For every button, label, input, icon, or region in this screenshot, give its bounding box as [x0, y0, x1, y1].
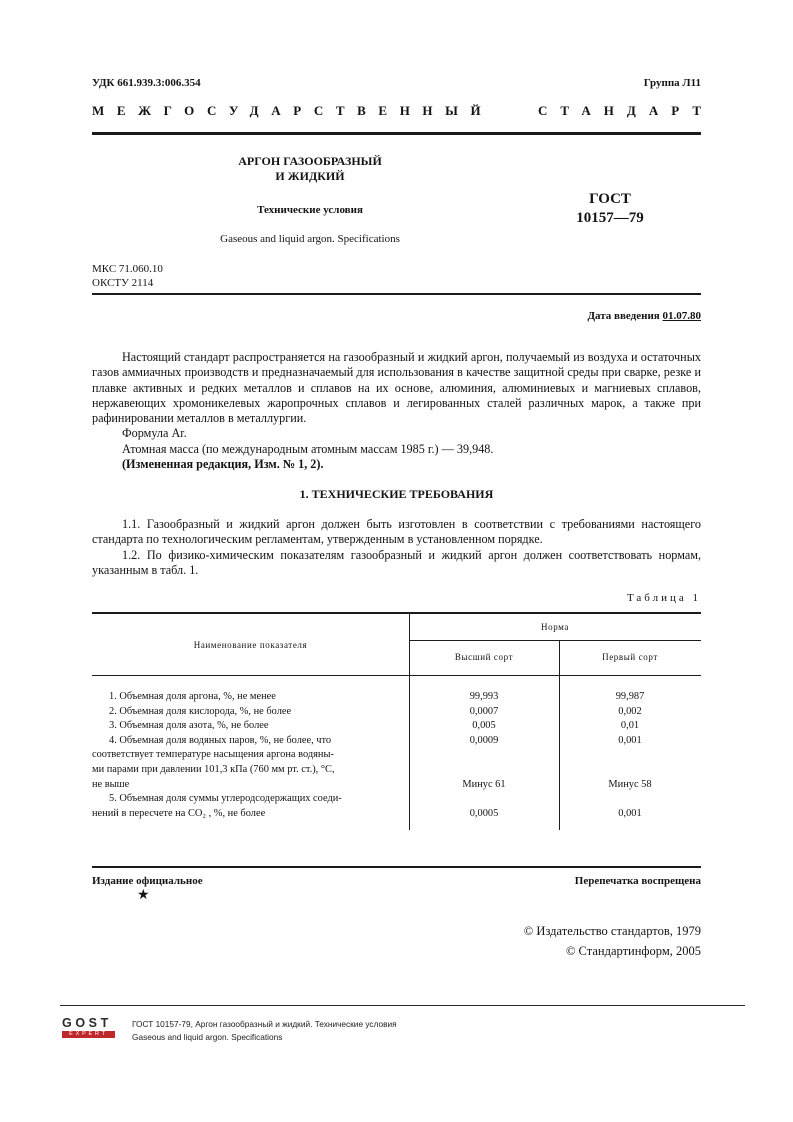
- copyright-line-2: © Стандартинформ, 2005: [565, 944, 701, 958]
- table-row: [92, 719, 701, 734]
- row-first-grade-value: 0,01: [620, 720, 640, 732]
- document-subtitle: Технические условия: [257, 204, 363, 216]
- copyright-line-1: © Издательство стандартов, 1979: [523, 924, 701, 938]
- mks-code: МКС 71.060.10: [92, 263, 163, 275]
- clause-1-2: 1.2. По физико-химическим показателям газообразный и жидкий аргон должен соответствовать нормам, указанным в табл. 1.: [92, 547, 701, 577]
- logo-gost-text: GOST: [62, 1016, 112, 1030]
- formula-line: Формула Ar.: [122, 426, 187, 441]
- table-row: [92, 690, 701, 705]
- atomic-mass-line: Атомная масса (по международным атомным массам 1985 г.) — 39,948.: [122, 441, 494, 456]
- header-divider: [92, 132, 701, 135]
- logo-expert-text: EXPERT: [62, 1031, 115, 1038]
- star-icon: ★: [137, 888, 150, 903]
- table-row: [92, 705, 701, 720]
- row-indicator-name: 1. Объемная доля аргона, %, не менее: [109, 691, 276, 702]
- classification-codes: [92, 262, 163, 290]
- row-top-grade-value: [409, 763, 559, 778]
- document-title: [200, 154, 420, 184]
- reprint-notice: Перепечатка воспрещена: [574, 875, 701, 887]
- gost-number: 10157—79: [576, 210, 644, 226]
- row-top-grade-value: [409, 748, 559, 763]
- table-header-bottom: [92, 675, 701, 676]
- header-first-grade: Первый сорт: [602, 652, 658, 662]
- udk-code: УДК 661.939.3:006.354: [92, 77, 201, 89]
- row-top-grade-value: [409, 792, 559, 807]
- row-indicator-name: 2. Объемная доля кислорода, %, не более: [109, 705, 292, 717]
- section-heading: 1. ТЕХНИЧЕСКИЕ ТРЕБОВАНИЯ: [299, 487, 494, 501]
- table-row: [92, 807, 701, 822]
- row-top-grade-value: 0,0009: [469, 734, 499, 746]
- footer-divider: [92, 866, 701, 868]
- header-indicator: Наименование показателя: [193, 640, 308, 650]
- title-line-1: АРГОН ГАЗООБРАЗНЫЙ: [238, 154, 382, 168]
- title-divider: [92, 293, 701, 295]
- row-indicator-name: нений в пересчете на CO₂ , %, не более: [92, 807, 266, 819]
- table-row: [92, 763, 701, 778]
- row-top-grade-value: 99,993: [469, 691, 499, 702]
- row-top-grade-value: Минус 61: [462, 778, 506, 790]
- intro-paragraph: Настоящий стандарт распространяется на газообразный и жидкий аргон, получаемый из воздуха и остаточных газов аммиачных производств и предназначаемый для использования в качестве защитной среды при сварке, резке и плавке активных и редких металлов и сплавов на их основе, алюминия, алюминиевых и магниевых сплавов, нержавеющих хромоникелевых жаропрочных сплавов и легированных сталей различных марок, а также при рафинировании металлов в металлургии.: [92, 350, 701, 426]
- table-row: [92, 778, 701, 793]
- row-top-grade-value: 0,0007: [469, 705, 499, 717]
- document-footer-text: [132, 1018, 397, 1044]
- row-first-grade-value: [559, 748, 701, 763]
- table-row: [92, 734, 701, 749]
- row-first-grade-value: 0,002: [618, 705, 642, 717]
- intro-text: [92, 350, 701, 472]
- date-label: Дата введения: [587, 310, 660, 322]
- row-first-grade-value: 0,001: [618, 734, 642, 746]
- gost-designation: [570, 190, 650, 228]
- row-top-grade-value: 0,0005: [469, 807, 499, 819]
- row-indicator-name: 3. Объемная доля азота, %, не более: [109, 720, 269, 732]
- edition-note: (Измененная редакция, Изм. № 1, 2).: [122, 457, 324, 472]
- official-edition: Издание официальное: [92, 875, 203, 887]
- group-code: Группа Л11: [643, 77, 701, 89]
- copyright-block: [524, 921, 701, 961]
- english-title: Gaseous and liquid argon. Specifications: [220, 233, 400, 245]
- row-indicator-name: 4. Объемная доля водяных паров, %, не более, что: [109, 734, 332, 746]
- page-bottom-rule: [60, 1005, 745, 1006]
- table-header-split: [409, 640, 701, 641]
- row-first-grade-value: 99,987: [615, 691, 645, 702]
- row-first-grade-value: [559, 763, 701, 778]
- table-row: [92, 792, 701, 807]
- header-norm: Норма: [541, 622, 569, 632]
- table-body: [92, 690, 701, 821]
- footer-doc-line-2: Gaseous and liquid argon. Specifications: [132, 1032, 283, 1042]
- gost-label: ГОСТ: [589, 191, 631, 207]
- table-label: Таблица 1: [626, 592, 701, 604]
- gost-expert-logo: [62, 1017, 115, 1039]
- row-indicator-name: соответствует температуре насыщения аргона водяны-: [92, 749, 334, 761]
- standard-banner: [92, 103, 714, 119]
- row-first-grade-value: Минус 58: [608, 778, 652, 790]
- table-row: [92, 748, 701, 763]
- row-top-grade-value: 0,005: [472, 720, 496, 732]
- footer-doc-line-1: ГОСТ 10157-79, Аргон газообразный и жидкий. Технические условия: [132, 1019, 397, 1029]
- section-text: [92, 517, 701, 578]
- row-indicator-name: ми парами при давлении 101,3 кПа (760 мм рт. ст.), °С,: [92, 763, 335, 775]
- clause-1-1: 1.1. Газообразный и жидкий аргон должен быть изготовлен в соответствии с требованиями настоящего стандарта по технологическим регламентам, утвержденным в установленном порядке.: [92, 517, 701, 547]
- row-indicator-name: не выше: [92, 778, 130, 790]
- okstu-code: ОКСТУ 2114: [92, 277, 154, 289]
- effective-date: [587, 310, 701, 322]
- row-first-grade-value: 0,001: [618, 807, 642, 819]
- date-value: 01.07.80: [662, 310, 701, 322]
- banner-word-standard: СТАНДАРТ: [537, 103, 714, 118]
- header-top-grade: Высший сорт: [454, 652, 514, 662]
- title-line-2: И ЖИДКИЙ: [275, 169, 345, 183]
- row-first-grade-value: [559, 792, 701, 807]
- row-indicator-name: 5. Объемная доля суммы углеродсодержащих соеди-: [109, 793, 342, 805]
- banner-word-interstate: МЕЖГОСУДАРСТВЕННЫЙ: [92, 103, 494, 118]
- table-top-rule: [92, 612, 701, 614]
